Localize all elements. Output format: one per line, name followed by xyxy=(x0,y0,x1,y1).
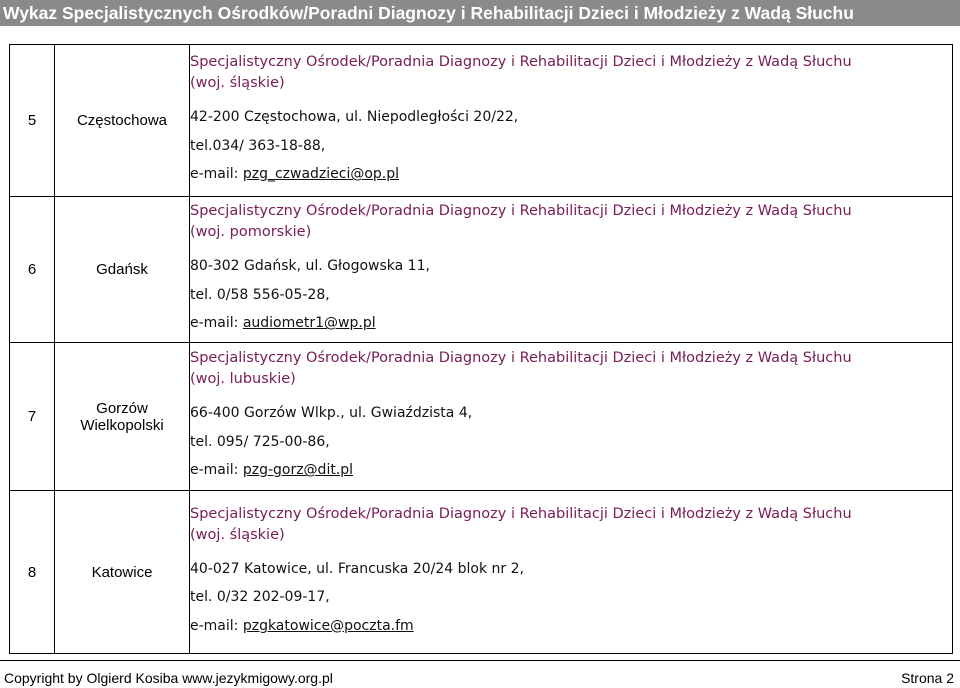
email-line xyxy=(190,160,952,189)
institution-name-line1: Specjalistyczny Ośrodek/Poradnia Diagnozy i Rehabilitacji Dzieci i Młodzieży z Wadą Słuchu xyxy=(190,54,852,71)
address: 40-027 Katowice, ul. Francuska 20/24 blok nr 2, xyxy=(190,560,524,577)
page-header-title: Wykaz Specjalistycznych Ośrodków/Poradni Diagnozy i Rehabilitacji Dzieci i Młodzieży z Wadą Słuchu xyxy=(0,0,960,26)
row-info xyxy=(190,197,953,343)
institution-name xyxy=(190,201,952,243)
footer-divider xyxy=(0,660,960,661)
phone: tel. 0/58 556-05-28, xyxy=(190,286,330,303)
email-link[interactable]: pzgkatowice@poczta.fm xyxy=(242,617,414,634)
row-info xyxy=(190,491,953,654)
table-row xyxy=(10,197,953,343)
table-row xyxy=(10,491,953,654)
phone: tel.034/ 363-18-88, xyxy=(190,137,326,154)
institution-name xyxy=(190,504,952,546)
email-label: e-mail: xyxy=(190,166,243,183)
row-info xyxy=(190,343,953,491)
email-link[interactable]: pzg_czwadzieci@op.pl xyxy=(242,166,400,183)
row-city: Gdańsk xyxy=(55,197,190,343)
institution-region: (woj. śląskie) xyxy=(190,526,285,543)
email-label: e-mail: xyxy=(190,617,243,634)
row-city: Katowice xyxy=(55,491,190,654)
footer-copyright: Copyright by Olgierd Kosiba www.jezykmigowy.org.pl xyxy=(4,670,333,686)
row-number: 5 xyxy=(10,45,55,197)
footer-page-number: Strona 2 xyxy=(901,670,954,686)
row-number: 8 xyxy=(10,491,55,654)
email-line xyxy=(190,456,952,485)
institution-region: (woj. lubuskie) xyxy=(190,371,296,388)
institution-name-line1: Specjalistyczny Ośrodek/Poradnia Diagnozy i Rehabilitacji Dzieci i Młodzieży z Wadą Słuchu xyxy=(190,350,852,367)
institution-name-line1: Specjalistyczny Ośrodek/Poradnia Diagnozy i Rehabilitacji Dzieci i Młodzieży z Wadą Słuchu xyxy=(190,505,852,522)
page-footer xyxy=(0,668,960,688)
table-row xyxy=(10,343,953,491)
address: 66-400 Gorzów Wlkp., ul. Gwiaździsta 4, xyxy=(190,405,473,422)
row-city: Gorzów Wielkopolski xyxy=(55,343,190,491)
address: 42-200 Częstochowa, ul. Niepodległości 20/22, xyxy=(190,109,519,126)
row-city: Częstochowa xyxy=(55,45,190,197)
institution-name-line1: Specjalistyczny Ośrodek/Poradnia Diagnozy i Rehabilitacji Dzieci i Młodzieży z Wadą Słuchu xyxy=(190,203,852,220)
email-line xyxy=(190,612,952,641)
row-number: 7 xyxy=(10,343,55,491)
row-number: 6 xyxy=(10,197,55,343)
table-row xyxy=(10,45,953,197)
institution-name xyxy=(190,52,952,94)
institution-region: (woj. śląskie) xyxy=(190,75,285,92)
email-link[interactable]: audiometr1@wp.pl xyxy=(242,315,376,332)
centers-table xyxy=(9,44,953,654)
institution-region: (woj. pomorskie) xyxy=(190,224,312,241)
institution-name xyxy=(190,348,952,390)
phone: tel. 0/32 202-09-17, xyxy=(190,589,330,606)
email-link[interactable]: pzg-gorz@dit.pl xyxy=(242,462,354,479)
phone: tel. 095/ 725-00-86, xyxy=(190,433,330,450)
address: 80-302 Gdańsk, ul. Głogowska 11, xyxy=(190,258,430,275)
email-label: e-mail: xyxy=(190,462,243,479)
row-info xyxy=(190,45,953,197)
email-line xyxy=(190,309,952,338)
email-label: e-mail: xyxy=(190,315,243,332)
